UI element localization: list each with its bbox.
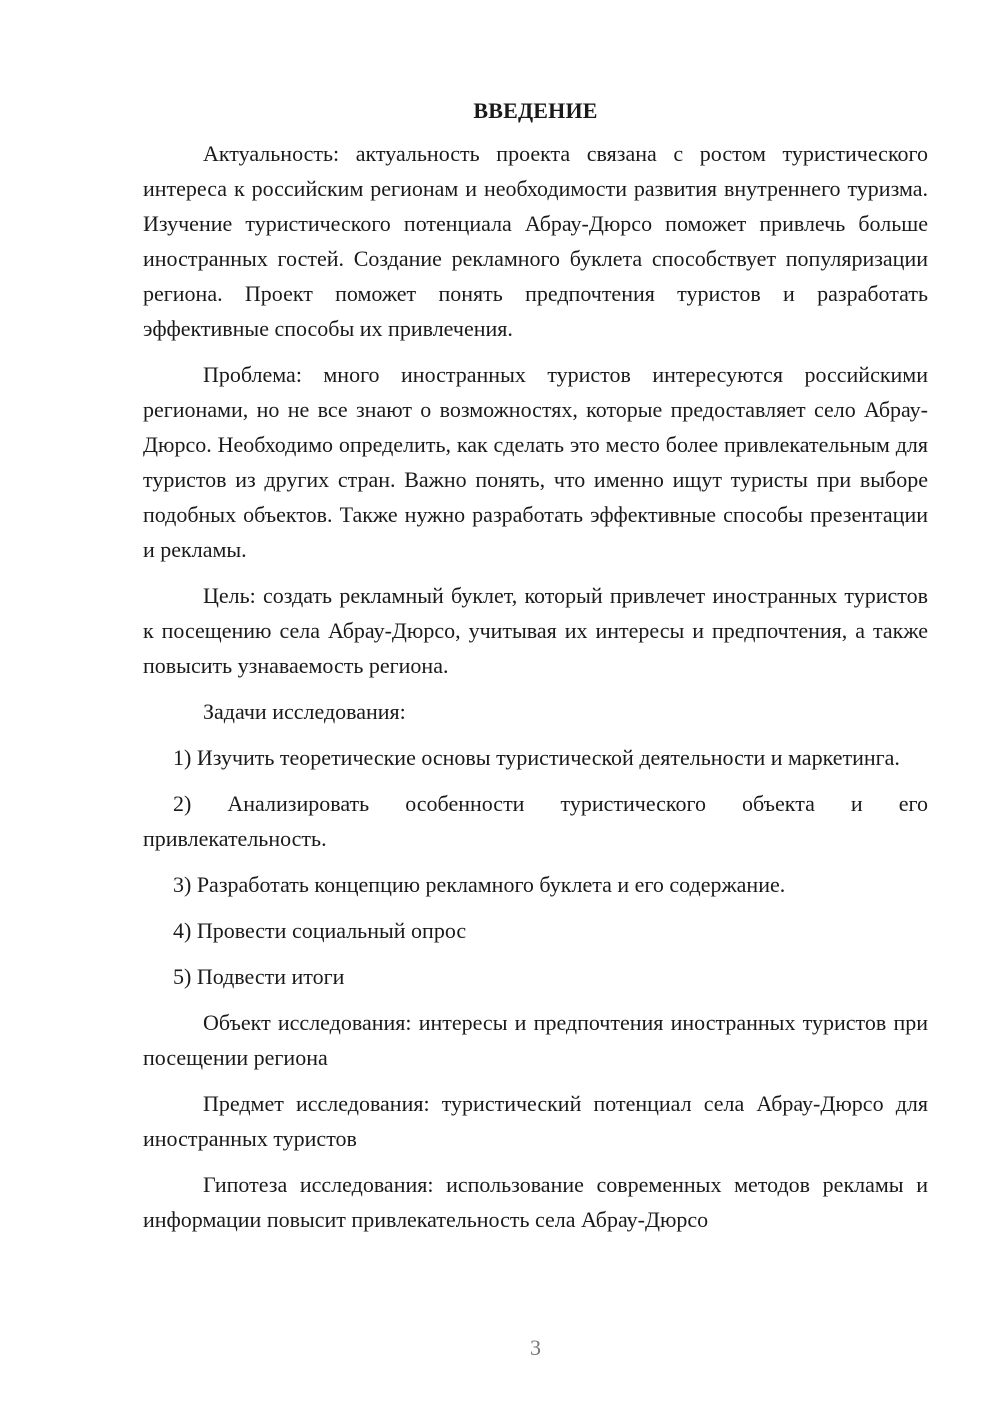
section-heading: ВВЕДЕНИЕ — [473, 98, 598, 123]
task-item-2: 2) Анализировать особенности туристического объекта и его привлекательность. — [143, 791, 928, 851]
problem-paragraph: Проблема: много иностранных туристов интересуются российскими регионами, но не все знают о возможностях, которые предоставляет село Абрау-Дюрсо. Необходимо определить, как сделать это место более привлекательным для туристов из других стран. Важно понять, что именно ищут туристы при выборе подобных объектов. Также нужно разработать эффективные способы презентации и рекламы. — [143, 362, 928, 562]
hypothesis-paragraph: Гипотеза исследования: использование современных методов рекламы и информации повысит привлекательность села Абрау-Дюрсо — [143, 1172, 928, 1232]
task-item-4: 4) Провести социальный опрос — [173, 918, 467, 943]
page-content — [143, 94, 928, 1248]
task-item-3: 3) Разработать концепцию рекламного буклета и его содержание. — [173, 872, 786, 897]
subject-paragraph: Предмет исследования: туристический потенциал села Абрау-Дюрсо для иностранных туристов — [143, 1091, 928, 1151]
page-number: 3 — [530, 1335, 541, 1360]
task-item-1: 1) Изучить теоретические основы туристической деятельности и маркетинга. — [173, 745, 900, 770]
object-paragraph: Объект исследования: интересы и предпочтения иностранных туристов при посещении региона — [143, 1010, 928, 1070]
task-item-5: 5) Подвести итоги — [173, 964, 345, 989]
tasks-title: Задачи исследования: — [203, 699, 406, 724]
relevance-paragraph: Актуальность: актуальность проекта связана с ростом туристического интереса к российским регионам и необходимости развития внутреннего туризма. Изучение туристического потенциала Абрау-Дюрсо поможет привлечь больше иностранных гостей. Создание рекламного буклета способствует популяризации региона. Проект поможет понять предпочтения туристов и разработать эффективные способы их привлечения. — [143, 141, 928, 341]
goal-paragraph: Цель: создать рекламный буклет, который привлечет иностранных туристов к посещению села Абрау-Дюрсо, учитывая их интересы и предпочтения, а также повысить узнаваемость региона. — [143, 583, 928, 678]
